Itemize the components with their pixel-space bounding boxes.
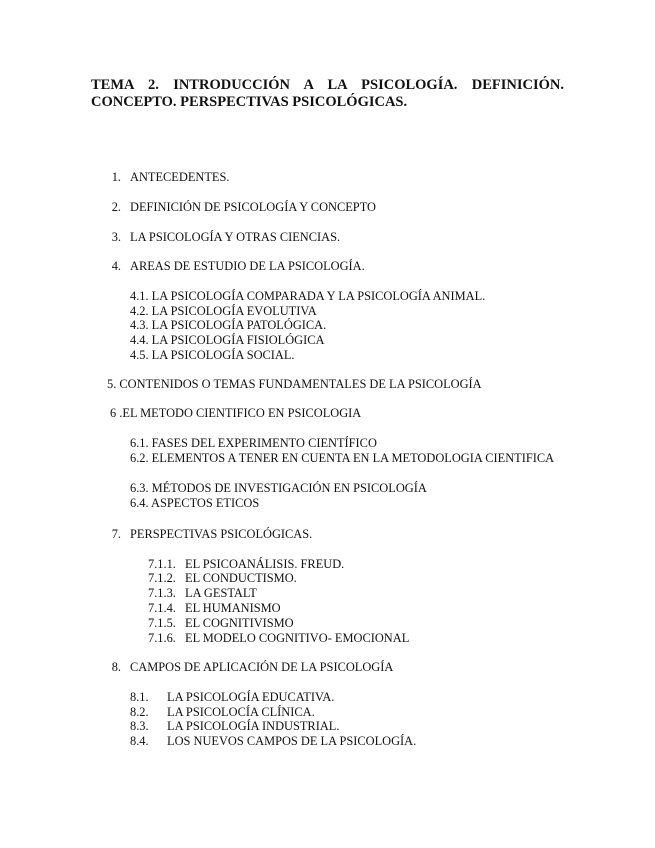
- subitem: [148, 586, 257, 601]
- subitem: [130, 734, 416, 749]
- subitem: [130, 705, 315, 720]
- subitem: 6.4. ASPECTOS ETICOS: [130, 496, 260, 510]
- subitem: 4.3. LA PSICOLOGÍA PATOLÓGICA.: [130, 318, 327, 332]
- subitem-number: 8.2.: [130, 705, 149, 719]
- title-line-1: TEMA 2. INTRODUCCIÓN A LA PSICOLOGÍA. DEFINICIÓN.: [91, 77, 564, 93]
- subitem-number: 7.1.1.: [148, 557, 176, 571]
- subitem: [148, 557, 344, 572]
- list-number: 2.: [111, 200, 121, 214]
- list-item: [102, 259, 365, 274]
- subitem-number: 8.1.: [130, 690, 149, 704]
- subitem-text: EL CONDUCTISMO.: [185, 571, 297, 585]
- subitem-text: LOS NUEVOS CAMPOS DE LA PSICOLOGÍA.: [167, 734, 417, 748]
- subitem: [130, 690, 334, 705]
- subitem-number: 7.1.5.: [148, 616, 176, 630]
- list-item: [102, 170, 229, 185]
- subitem-text: LA PSICOLOGÍA INDUSTRIAL.: [167, 719, 340, 733]
- subitem-text: EL HUMANISMO: [185, 601, 281, 615]
- subitem: [148, 631, 409, 646]
- subitem-number: 7.1.2.: [148, 571, 176, 585]
- list-text: CAMPOS DE APLICACIÓN DE LA PSICOLOGÍA: [130, 660, 394, 674]
- subitem: 6.3. MÉTODOS DE INVESTIGACIÓN EN PSICOLOGÍA: [130, 481, 427, 495]
- subitem-number: 8.4.: [130, 734, 149, 748]
- subitem: 4.1. LA PSICOLOGÍA COMPARADA Y LA PSICOLOGÍA ANIMAL.: [130, 289, 486, 303]
- list-text: DEFINICIÓN DE PSICOLOGÍA Y CONCEPTO: [130, 200, 376, 214]
- list-item: [102, 527, 312, 542]
- list-item: [102, 660, 393, 675]
- list-item: [102, 200, 376, 215]
- list-number: 3.: [111, 230, 121, 244]
- title-line-2: CONCEPTO. PERSPECTIVAS PSICOLÓGICAS.: [91, 94, 408, 110]
- list-text: AREAS DE ESTUDIO DE LA PSICOLOGÍA.: [130, 259, 365, 273]
- list-item: [102, 230, 340, 245]
- page-title: [91, 77, 564, 111]
- list-number: 8.: [111, 660, 121, 674]
- subitem-text: EL COGNITIVISMO: [185, 616, 294, 630]
- list-text: ANTECEDENTES.: [130, 170, 230, 184]
- subitem-text: LA PSICOLOGÍA EDUCATIVA.: [167, 690, 335, 704]
- subitem: 4.5. LA PSICOLOGÍA SOCIAL.: [130, 348, 295, 362]
- subitem-number: 7.1.3.: [148, 586, 176, 600]
- list-number: 4.: [111, 259, 121, 273]
- subitem: 4.2. LA PSICOLOGÍA EVOLUTIVA: [130, 304, 317, 318]
- list-item-5: 5. CONTENIDOS O TEMAS FUNDAMENTALES DE LA PSICOLOGÍA: [107, 377, 482, 391]
- subitem-number: 7.1.6.: [148, 631, 176, 645]
- list-number: 1.: [111, 170, 121, 184]
- subitem-number: 7.1.4.: [148, 601, 176, 615]
- subitem: 6.1. FASES DEL EXPERIMENTO CIENTÍFICO: [130, 436, 377, 450]
- subitem-justified: 6.2. ELEMENTOS A TENER EN CUENTA EN LA METODOLOGIA CIENTIFICA: [130, 451, 555, 465]
- list-text: PERSPECTIVAS PSICOLÓGICAS.: [130, 527, 313, 541]
- subitem-text: EL PSICOANÁLISIS. FREUD.: [185, 557, 345, 571]
- subitem: [148, 616, 294, 631]
- subitem: [130, 719, 339, 734]
- subitem-number: 8.3.: [130, 719, 149, 733]
- subitem-text: LA PSICOLOCÍA CLÍNICA.: [167, 705, 315, 719]
- list-text: LA PSICOLOGÍA Y OTRAS CIENCIAS.: [130, 230, 341, 244]
- list-item-6: 6 .EL METODO CIENTIFICO EN PSICOLOGIA: [110, 406, 362, 420]
- subitem-text: EL MODELO COGNITIVO- EMOCIONAL: [185, 631, 410, 645]
- subitem: [148, 601, 281, 616]
- list-number: 7.: [111, 527, 121, 541]
- subitem: [148, 571, 297, 586]
- subitem-text: LA GESTALT: [185, 586, 257, 600]
- subitem: 4.4. LA PSICOLOGÍA FISIOLÓGICA: [130, 333, 325, 347]
